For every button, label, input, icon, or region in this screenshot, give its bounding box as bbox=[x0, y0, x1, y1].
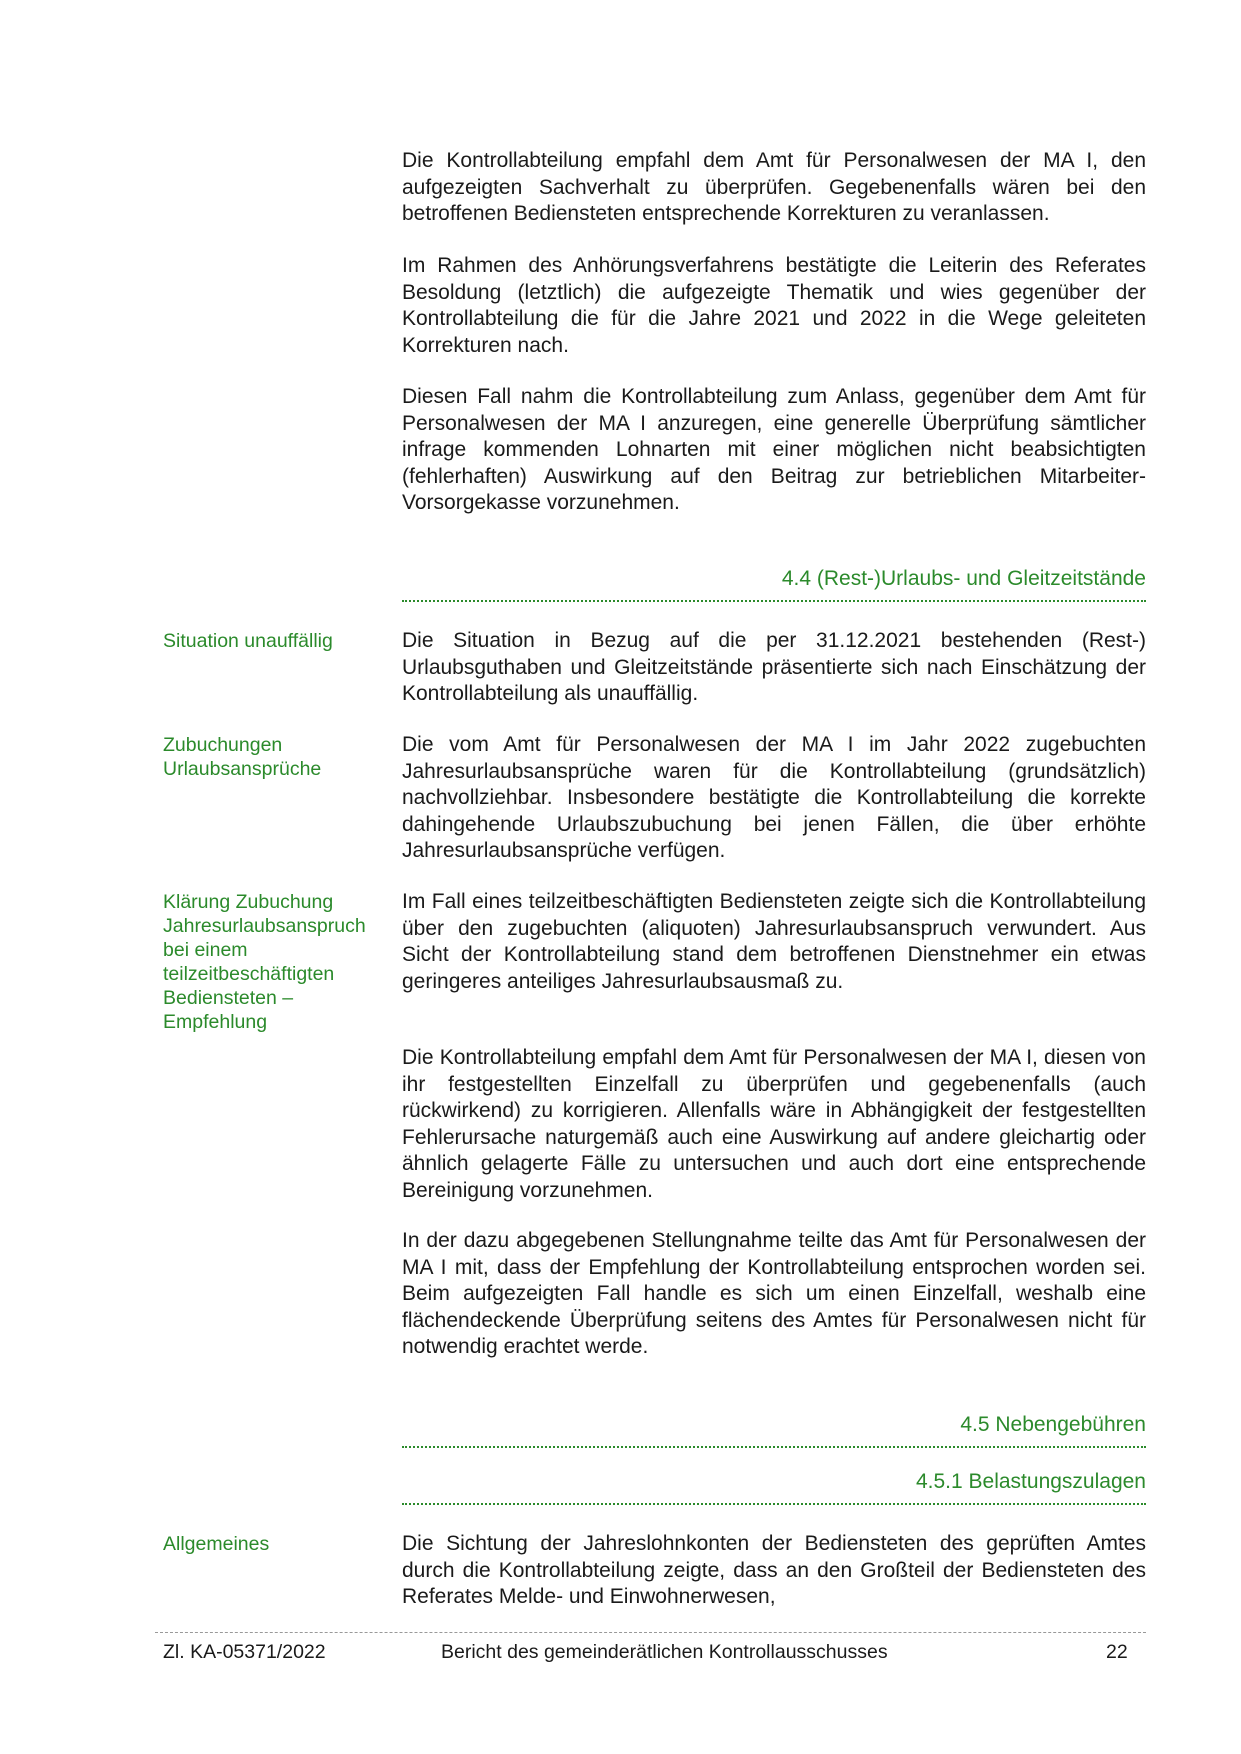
paragraph-stellungnahme: In der dazu abgegebenen Stellungnahme teilte das Amt für Personalwesen der MA I mit, dass der Empfehlung der Kontrollabteilung entsprochen worden sei. Beim aufgezeigten Fall handle es sich um einen Einzelfall, weshalb eine flächendeckende Überprüfung seitens des Amtes für Personalwesen nicht für notwendig erachtet werde. bbox=[402, 1229, 1146, 1359]
paragraph-zubuchungen: Die vom Amt für Personalwesen der MA I im Jahr 2022 zugebuchten Jahresurlaubsansprüche waren für die Kontrollabteilung (grundsätzlich) nachvollziehbar. Insbesondere bestätigte die Kontrollabteilung die korrekte dahingehende Urlaubszubuchung bei jenen Fällen, die über erhöhte Jahresurlaubsansprüche verfügen. bbox=[402, 733, 1146, 863]
paragraph-allgemeines: Die Sichtung der Jahreslohnkonten der Bediensteten des geprüften Amtes durch die Kontrollabteilung zeigte, dass an den Großteil der Bediensteten des Referates Melde- und Einwohnerwesen, bbox=[402, 1532, 1146, 1609]
paragraph-hearing-procedure: Im Rahmen des Anhörungsverfahrens bestätigte die Leiterin des Referates Besoldung (letztlich) die aufgezeigte Thematik und wies gegenüber der Kontrollabteilung die für die Jahre 2021 und 2022 in die Wege geleiteten Korrekturen nach. bbox=[402, 254, 1146, 357]
footer-report-title: Bericht des gemeinderätlichen Kontrollausschusses bbox=[441, 1641, 888, 1663]
margin-note-zubuchungen: Zubuchungen Urlaubsansprüche bbox=[163, 734, 322, 780]
margin-note-situation: Situation unauffällig bbox=[163, 630, 333, 652]
margin-note-klaerung: Klärung Zubuchung Jahresurlaubsanspruch bei einem teilzeitbeschäftigten Bediensteten – Empfehlung bbox=[163, 891, 366, 1033]
paragraph-recommendation: Die Kontrollabteilung empfahl dem Amt für Personalwesen der MA I, den aufgezeigten Sachverhalt zu überprüfen. Gegebenenfalls wären bei den betroffenen Bediensteten entsprechende Korrekturen zu veranlassen. bbox=[402, 149, 1146, 226]
section-heading-4-4: 4.4 (Rest-)Urlaubs- und Gleitzeitstände bbox=[402, 566, 1146, 602]
paragraph-general-review: Diesen Fall nahm die Kontrollabteilung zum Anlass, gegenüber dem Amt für Personalwesen der MA I anzuregen, eine generelle Überprüfung sämtlicher infrage kommenden Lohnarten mit einer möglichen nicht beabsichtigten (fehlerhaften) Auswirkung auf den Beitrag zur betrieblichen Mitarbeiter-Vorsorgekasse vorzunehmen. bbox=[402, 385, 1146, 515]
section-heading-4-5-1: 4.5.1 Belastungszulagen bbox=[402, 1469, 1146, 1505]
footer-divider bbox=[155, 1632, 1146, 1633]
margin-note-allgemeines: Allgemeines bbox=[163, 1533, 270, 1555]
page-number: 22 bbox=[1106, 1641, 1128, 1663]
section-heading-4-5: 4.5 Nebengebühren bbox=[402, 1412, 1146, 1448]
paragraph-empfehlung: Die Kontrollabteilung empfahl dem Amt für Personalwesen der MA I, diesen von ihr festgestellten Einzelfall zu überprüfen und gegebenenfalls (auch rückwirkend) zu korrigieren. Allenfalls wäre in Abhängigkeit der festgestellten Fehlerursache naturgemäß auch eine Auswirkung auf andere gleichartig oder ähnlich gelagerte Fälle zu untersuchen und auch dort eine entsprechende Bereinigung vorzunehmen. bbox=[402, 1046, 1146, 1202]
paragraph-situation: Die Situation in Bezug auf die per 31.12.2021 bestehenden (Rest-) Urlaubsguthaben und Gleitzeitstände präsentierte sich nach Einschätzung der Kontrollabteilung als unauffällig. bbox=[402, 629, 1146, 706]
footer-reference: Zl. KA-05371/2022 bbox=[163, 1641, 326, 1663]
paragraph-teilzeit: Im Fall eines teilzeitbeschäftigten Bediensteten zeigte sich die Kontrollabteilung über den zugebuchten (aliquoten) Jahresurlaubsanspruch verwundert. Aus Sicht der Kontrollabteilung stand dem betroffenen Dienstnehmer ein etwas geringeres anteiliges Jahresurlaubsausmaß zu. bbox=[402, 890, 1146, 993]
